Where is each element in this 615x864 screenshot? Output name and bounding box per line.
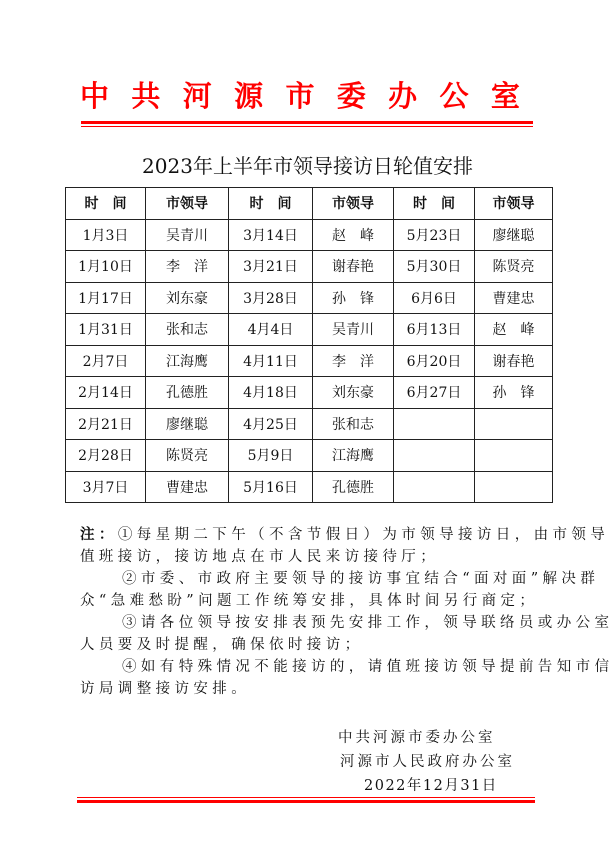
org-title-char: 公 <box>439 79 469 113</box>
date-cell: 3月21日 <box>229 251 313 283</box>
date-cell: 4月18日 <box>229 377 313 409</box>
org-title-char: 源 <box>234 79 264 113</box>
org-title-char: 中 <box>80 79 110 113</box>
note-line <box>80 612 614 634</box>
column-header-date: 时 间 <box>394 188 475 220</box>
leader-cell: 曹建忠 <box>146 471 229 503</box>
date-cell: 3月28日 <box>229 282 313 314</box>
date-cell: 6月13日 <box>394 314 475 346</box>
date-cell: 1月17日 <box>66 282 146 314</box>
org-title-char: 共 <box>131 79 161 113</box>
column-header-leader: 市领导 <box>146 188 229 220</box>
note-line <box>80 590 540 612</box>
org-title-char: 委 <box>336 79 366 113</box>
red-divider-thick <box>81 121 533 124</box>
date-cell <box>394 408 475 440</box>
leader-cell: 李 洋 <box>313 345 394 377</box>
date-cell: 6月6日 <box>394 282 475 314</box>
note-text: ④如有特殊情况不能接访的，请值班接访领导提前告知市信 <box>122 659 614 675</box>
leader-cell: 谢春艳 <box>313 251 394 283</box>
date-cell: 2月14日 <box>66 377 146 409</box>
date-cell: 1月3日 <box>66 219 146 251</box>
table-row <box>66 471 553 503</box>
leader-cell <box>475 408 553 440</box>
table-row <box>66 282 553 314</box>
date-cell: 2月21日 <box>66 408 146 440</box>
leader-cell: 张和志 <box>313 408 394 440</box>
org-title-char: 办 <box>388 79 418 113</box>
leader-cell: 江海鹰 <box>146 345 229 377</box>
leader-cell: 江海鹰 <box>313 440 394 472</box>
leader-cell: 孔德胜 <box>313 471 394 503</box>
notes-section <box>80 524 614 700</box>
column-header-leader: 市领导 <box>475 188 553 220</box>
note-line <box>80 678 540 700</box>
leader-cell: 刘东豪 <box>146 282 229 314</box>
leader-cell: 陈贤亮 <box>146 440 229 472</box>
date-cell <box>394 471 475 503</box>
leader-cell: 廖继聪 <box>475 219 553 251</box>
notes-label: 注： <box>80 527 118 543</box>
leader-cell: 谢春艳 <box>475 345 553 377</box>
leader-cell: 廖继聪 <box>146 408 229 440</box>
note-text: ②市委、市政府主要领导的接访事宜结合“面对面”解决群 <box>122 571 600 587</box>
schedule-table <box>65 187 553 503</box>
red-divider-thin-bottom <box>77 797 535 798</box>
note-text: 人员要及时提醒，确保依时接访； <box>80 637 364 653</box>
note-text: 值班接访，接访地点在市人民来访接待厅； <box>80 549 440 565</box>
date-cell: 1月31日 <box>66 314 146 346</box>
date-cell: 4月11日 <box>229 345 313 377</box>
date-cell: 3月14日 <box>229 219 313 251</box>
date-cell: 5月9日 <box>229 440 313 472</box>
date-cell: 4月4日 <box>229 314 313 346</box>
column-header-date: 时 间 <box>66 188 146 220</box>
leader-cell: 刘东豪 <box>313 377 394 409</box>
table-row <box>66 251 553 283</box>
date-cell: 2月28日 <box>66 440 146 472</box>
note-line <box>80 546 540 568</box>
issuing-organization-header <box>80 74 520 115</box>
leader-cell: 李 洋 <box>146 251 229 283</box>
date-cell: 2月7日 <box>66 345 146 377</box>
leader-cell: 赵 峰 <box>475 314 553 346</box>
date-cell: 5月23日 <box>394 219 475 251</box>
note-text: 访局调整接访安排。 <box>80 681 251 697</box>
signature-date: 2022年12月31日 <box>364 778 498 794</box>
date-cell: 4月25日 <box>229 408 313 440</box>
signature-org-party: 中共河源市委办公室 <box>338 730 496 746</box>
date-cell: 5月30日 <box>394 251 475 283</box>
leader-cell: 张和志 <box>146 314 229 346</box>
note-line <box>80 524 610 546</box>
red-divider-thick-bottom <box>77 800 535 803</box>
table-row <box>66 219 553 251</box>
leader-cell: 陈贤亮 <box>475 251 553 283</box>
note-line <box>80 656 614 678</box>
org-title-char: 河 <box>182 79 212 113</box>
column-header-leader: 市领导 <box>313 188 394 220</box>
leader-cell: 吴青川 <box>313 314 394 346</box>
date-cell <box>394 440 475 472</box>
leader-cell: 孙 锋 <box>313 282 394 314</box>
table-row <box>66 314 553 346</box>
leader-cell: 孙 锋 <box>475 377 553 409</box>
table-row <box>66 440 553 472</box>
leader-cell: 曹建忠 <box>475 282 553 314</box>
leader-cell <box>475 440 553 472</box>
document-title: 2023年上半年市领导接访日轮值安排 <box>142 154 473 178</box>
leader-cell: 吴青川 <box>146 219 229 251</box>
note-text: ①每星期二下午（不含节假日）为市领导接访日，由市领导 <box>117 527 610 543</box>
table-row <box>66 377 553 409</box>
date-cell: 1月10日 <box>66 251 146 283</box>
table-row <box>66 408 553 440</box>
leader-cell: 赵 峰 <box>313 219 394 251</box>
org-title-char: 市 <box>285 79 315 113</box>
column-header-date: 时 间 <box>229 188 313 220</box>
leader-cell <box>475 471 553 503</box>
leader-cell: 孔德胜 <box>146 377 229 409</box>
table-row <box>66 345 553 377</box>
note-line <box>80 568 600 590</box>
date-cell: 3月7日 <box>66 471 146 503</box>
org-title-char: 室 <box>490 79 520 113</box>
signature-org-government: 河源市人民政府办公室 <box>340 754 515 770</box>
note-text: ③请各位领导按安排表预先安排工作，领导联络员或办公室 <box>122 615 614 631</box>
note-text: 众“急难愁盼”问题工作统筹安排，具体时间另行商定； <box>80 593 539 609</box>
red-divider-thin <box>81 126 533 127</box>
date-cell: 6月20日 <box>394 345 475 377</box>
date-cell: 6月27日 <box>394 377 475 409</box>
note-line <box>80 634 540 656</box>
table-header-row <box>66 188 553 220</box>
date-cell: 5月16日 <box>229 471 313 503</box>
